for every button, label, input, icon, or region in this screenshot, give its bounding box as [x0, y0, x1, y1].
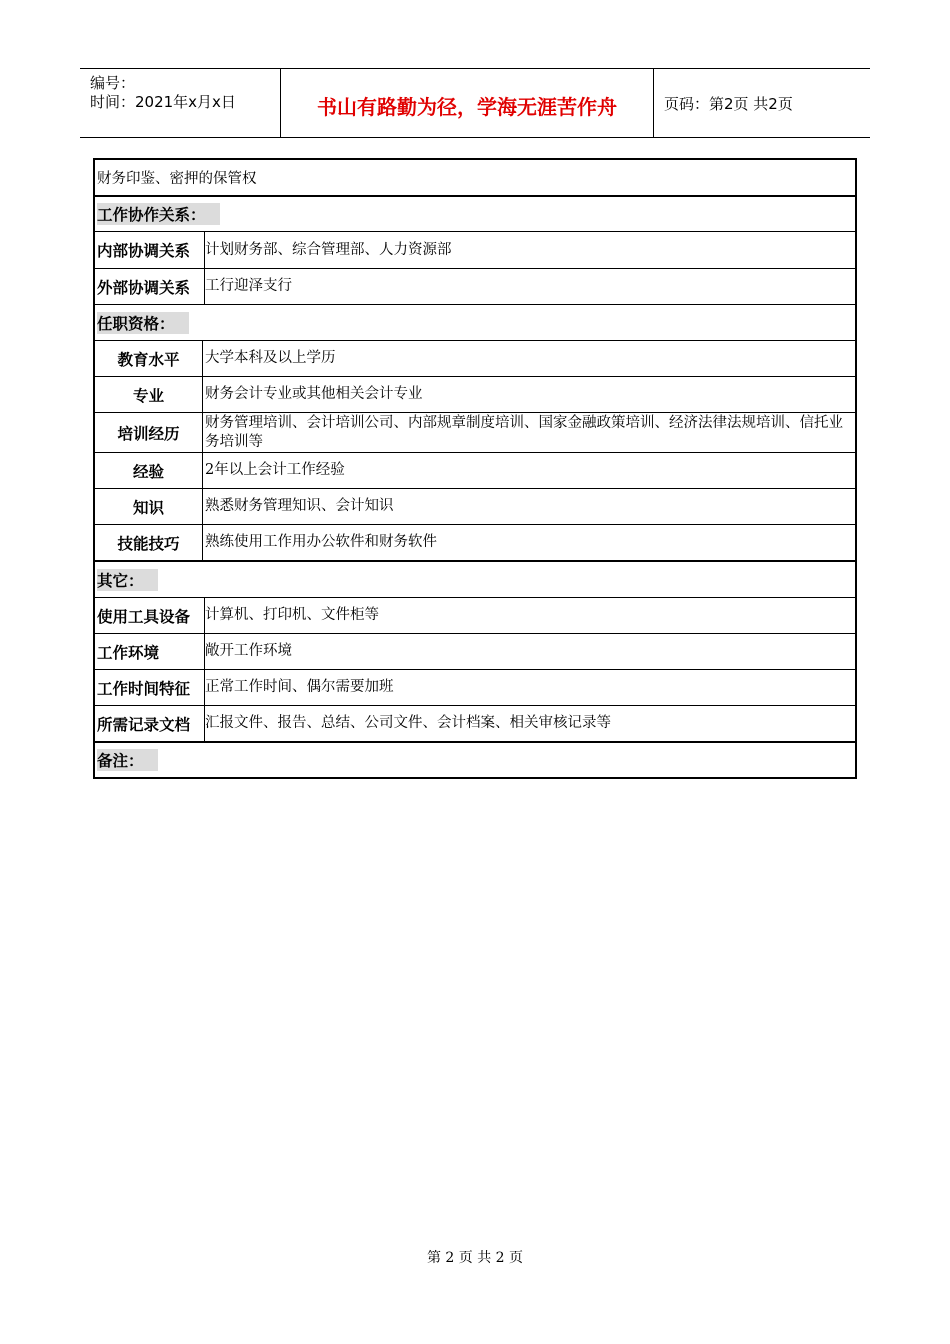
row-label: 工作时间特征 — [95, 670, 205, 705]
job-description-table — [93, 158, 857, 779]
header-page-cell — [654, 69, 870, 137]
row-value: 2年以上会计工作经验 — [205, 462, 345, 478]
table-row — [95, 598, 855, 634]
authority-text: 财务印鉴、密押的保管权 — [97, 171, 257, 187]
row-value: 熟悉财务管理知识、会计知识 — [205, 498, 394, 514]
row-label: 培训经历 — [95, 413, 203, 452]
section-title: 其它： — [97, 569, 158, 591]
section-title: 工作协作关系： — [97, 203, 220, 225]
row-label: 知识 — [95, 489, 203, 524]
table-row — [95, 160, 855, 197]
table-row — [95, 670, 855, 706]
document-number: 编号： — [90, 74, 136, 92]
row-value: 财务管理培训、会计培训公司、内部规章制度培训、国家金融政策培训、经济法律法规培训、信托业务培训等 — [205, 414, 843, 450]
row-value: 敞开工作环境 — [205, 643, 292, 659]
row-label: 内部协调关系 — [95, 232, 205, 268]
page-footer: 第 2 页 共 2 页 — [426, 1250, 524, 1266]
page-number-info: 页码：第2页 共2页 — [664, 95, 793, 113]
row-label: 经验 — [95, 453, 203, 488]
table-row — [95, 269, 855, 305]
document-time: 时间：2021年x月x日 — [90, 93, 236, 111]
row-label: 所需记录文档 — [95, 706, 205, 741]
row-value: 大学本科及以上学历 — [205, 350, 336, 366]
row-value: 汇报文件、报告、总结、公司文件、会计档案、相关审核记录等 — [205, 715, 611, 731]
table-row — [95, 453, 855, 489]
section-header-cooperation — [95, 197, 855, 232]
table-row — [95, 377, 855, 413]
table-row — [95, 489, 855, 525]
row-value: 财务会计专业或其他相关会计专业 — [205, 386, 423, 402]
row-value: 熟练使用工作用办公软件和财务软件 — [205, 534, 437, 550]
row-label: 外部协调关系 — [95, 269, 205, 304]
row-label: 技能技巧 — [95, 525, 203, 560]
row-label: 教育水平 — [95, 341, 203, 376]
table-row — [95, 706, 855, 743]
motto-text: 书山有路勤为径，学海无涯苦作舟 — [317, 95, 617, 119]
section-header-remarks — [95, 743, 855, 777]
section-title: 任职资格： — [97, 312, 189, 334]
table-row — [95, 232, 855, 269]
header-motto-cell — [281, 69, 654, 137]
row-label: 使用工具设备 — [95, 598, 205, 633]
table-row — [95, 341, 855, 377]
row-label: 工作环境 — [95, 634, 205, 669]
section-header-qualification — [95, 305, 855, 341]
section-title: 备注： — [97, 749, 158, 771]
row-value: 工行迎泽支行 — [205, 278, 292, 294]
row-label: 专业 — [95, 377, 203, 412]
row-value: 正常工作时间、偶尔需要加班 — [205, 679, 394, 695]
table-row — [95, 525, 855, 562]
table-row — [95, 413, 855, 453]
row-value: 计划财务部、综合管理部、人力资源部 — [205, 241, 452, 258]
header-meta-cell — [80, 69, 281, 137]
document-header — [80, 68, 870, 138]
section-header-other — [95, 562, 855, 598]
row-value: 计算机、打印机、文件柜等 — [205, 607, 379, 623]
table-row — [95, 634, 855, 670]
